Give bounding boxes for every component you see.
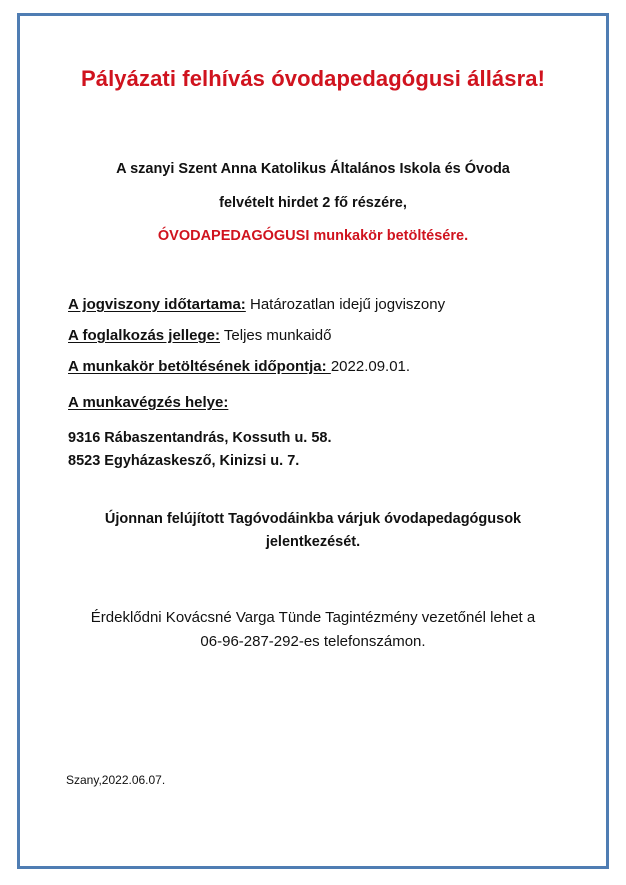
document-title: Pályázati felhívás óvodapedagógusi állásra! <box>80 66 546 91</box>
workplace-label: A munkavégzés helye: <box>68 394 229 411</box>
intro-positions: felvételt hirdet 2 fő részére, <box>219 195 407 211</box>
renovated-text-line1: Újonnan felújított Tagóvodáinkba várjuk óvodapedagógusok <box>104 511 522 527</box>
workplace-heading <box>68 394 228 411</box>
detail-value: Teljes munkaidő <box>220 327 332 344</box>
renovated-text-line2: jelentkezését. <box>265 534 361 550</box>
contact-text-line1: Érdeklődni Kovácsné Varga Tünde Tagintézmény vezetőnél lehet a <box>90 609 536 626</box>
intro-school-name: A szanyi Szent Anna Katolikus Általános Iskola és Óvoda <box>116 161 510 177</box>
detail-start-date <box>68 358 410 375</box>
detail-value: Határozatlan idejű jogviszony <box>245 296 446 313</box>
detail-employment-type <box>68 327 331 344</box>
contact-text-line2: 06-96-287-292-es telefonszámon. <box>200 633 426 650</box>
intro-job-title: ÓVODAPEDAGÓGUSI munkakör betöltésére. <box>157 228 469 244</box>
workplace-address: 8523 Egyházaskesző, Kinizsi u. 7. <box>68 453 300 469</box>
detail-employment-duration <box>68 296 445 313</box>
detail-label: A foglalkozás jellege: <box>68 327 220 344</box>
detail-label: A jogviszony időtartama: <box>68 296 246 313</box>
detail-label: A munkakör betöltésének időpontja: <box>68 358 331 375</box>
place-and-date: Szany,2022.06.07. <box>66 773 166 787</box>
detail-value: 2022.09.01. <box>330 358 411 375</box>
workplace-address: 9316 Rábaszentandrás, Kossuth u. 58. <box>68 430 332 446</box>
